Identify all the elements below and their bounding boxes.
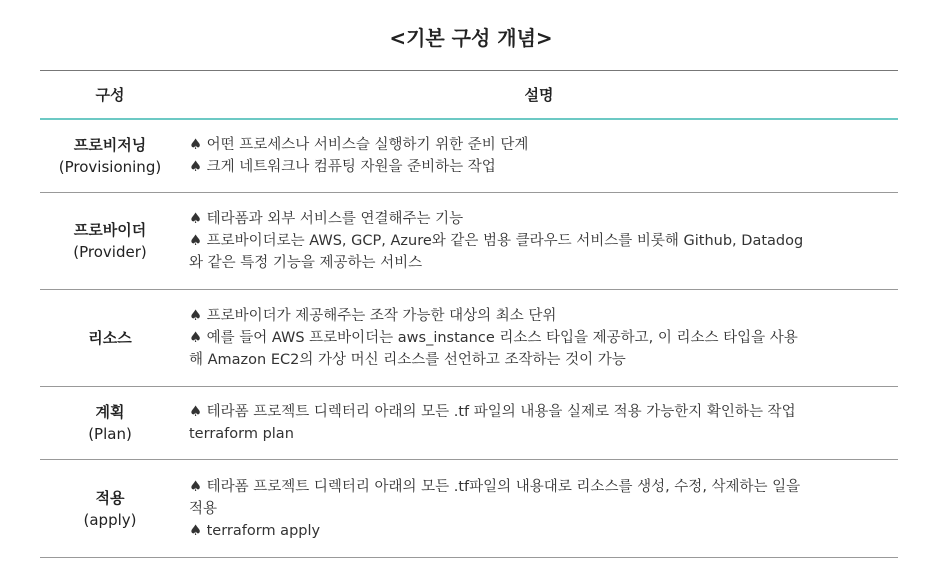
table-row — [40, 290, 898, 387]
table-row — [40, 460, 898, 558]
desc-line: ♠ 테라폼 프로젝트 디렉터리 아래의 모든 .tf 파일의 내용을 실제로 적용 가능한지 확인하는 작업 — [189, 404, 796, 420]
desc-line: ♠ 크게 네트워크나 컴퓨팅 자원을 준비하는 작업 — [189, 159, 496, 175]
desc-line: ♠ 어떤 프로세스나 서비스슬 실행하기 위한 준비 단계 — [189, 137, 529, 153]
row-desc-cell — [180, 290, 898, 387]
row-name-cell — [40, 193, 180, 290]
table-header-row — [40, 71, 898, 120]
header-description: 설명 — [180, 71, 898, 120]
row-name-ko: 프로바이더 — [73, 221, 147, 239]
desc-line: terraform plan — [189, 426, 294, 442]
row-name-en: (Plan) — [88, 425, 132, 443]
row-name-en: (apply) — [83, 510, 137, 529]
desc-line: ♠ 예를 들어 AWS 프로바이더는 aws_instance 리소스 타입을 제공하고, 이 리소스 타입을 사용 — [189, 330, 798, 346]
row-desc-cell — [180, 460, 898, 558]
row-desc-cell — [180, 193, 898, 290]
row-name-en: (Provisioning) — [58, 158, 162, 176]
table-row — [40, 193, 898, 290]
row-name-ko: 리소스 — [88, 329, 132, 347]
row-name-cell — [40, 460, 180, 558]
row-name-ko: 적용 — [95, 488, 125, 507]
row-desc-cell — [180, 387, 898, 460]
desc-line: ♠ 프로바이더가 제공해주는 조작 가능한 대상의 최소 단위 — [189, 308, 557, 324]
desc-line: 해 Amazon EC2의 가상 머신 리소스를 선언하고 조작하는 것이 가능 — [189, 352, 626, 368]
page-title: <기본 구성 개념> — [389, 26, 553, 50]
desc-line: ♠ 테라폼과 외부 서비스를 연결해주는 기능 — [189, 211, 464, 227]
desc-line: ♠ terraform apply — [189, 522, 321, 539]
table-row — [40, 387, 898, 460]
row-name-cell — [40, 290, 180, 387]
desc-line: 적용 — [189, 500, 218, 517]
row-desc-cell — [180, 119, 898, 193]
row-name-en: (Provider) — [73, 243, 147, 261]
desc-line: ♠ 프로바이더로는 AWS, GCP, Azure와 같은 범용 클라우드 서비스를 비롯해 Github, Datadog — [189, 233, 804, 249]
row-name-cell — [40, 387, 180, 460]
desc-line: ♠ 테라폼 프로젝트 디렉터리 아래의 모든 .tf파일의 내용대로 리소스를 생성, 수정, 삭제하는 일을 — [189, 478, 801, 495]
row-name-ko: 계획 — [95, 403, 125, 421]
desc-line: 와 같은 특정 기능을 제공하는 서비스 — [189, 255, 423, 271]
table-row — [40, 119, 898, 193]
row-name-cell — [40, 119, 180, 193]
concept-table — [40, 70, 898, 558]
header-component: 구성 — [40, 71, 180, 120]
row-name-ko: 프로비저닝 — [73, 136, 147, 154]
